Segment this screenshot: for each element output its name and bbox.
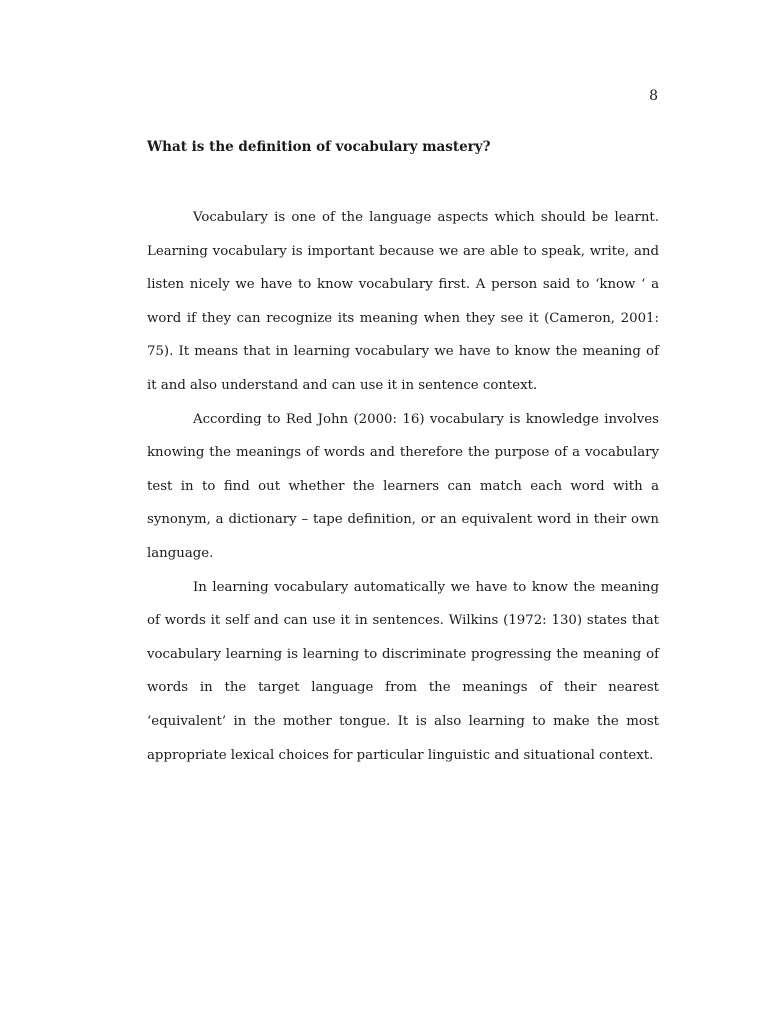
section-heading: What is the definition of vocabulary mastery? xyxy=(147,139,491,155)
paragraph-2: According to Red John (2000: 16) vocabulary is knowledge involves knowing the meanings of words and therefore the purpose of a vocabulary test in to find out whether the learners can match each word with a synonym, a dictionary – tape definition, or an equivalent word in their own language. xyxy=(147,411,659,561)
paragraph-3: In learning vocabulary automatically we have to know the meaning of words it self and can use it in sentences. Wilkins (1972: 130) states that vocabulary learning is learning to discriminate progressing the meaning of words in the target language from the meanings of their nearest ‘equivalent’ in the mother tongue. It is also learning to make the most appropriate lexical choices for particular linguistic and situational context. xyxy=(147,579,659,763)
body-text xyxy=(147,201,659,772)
page-number: 8 xyxy=(649,88,658,104)
paragraph-1: Vocabulary is one of the language aspects which should be learnt. Learning vocabulary is important because we are able to speak, write, and listen nicely we have to know vocabulary first. A person said to ‘know ‘ a word if they can recognize its meaning when they see it (Cameron, 2001: 75). It means that in learning vocabulary we have to know the meaning of it and also understand and can use it in sentence context. xyxy=(147,210,659,393)
